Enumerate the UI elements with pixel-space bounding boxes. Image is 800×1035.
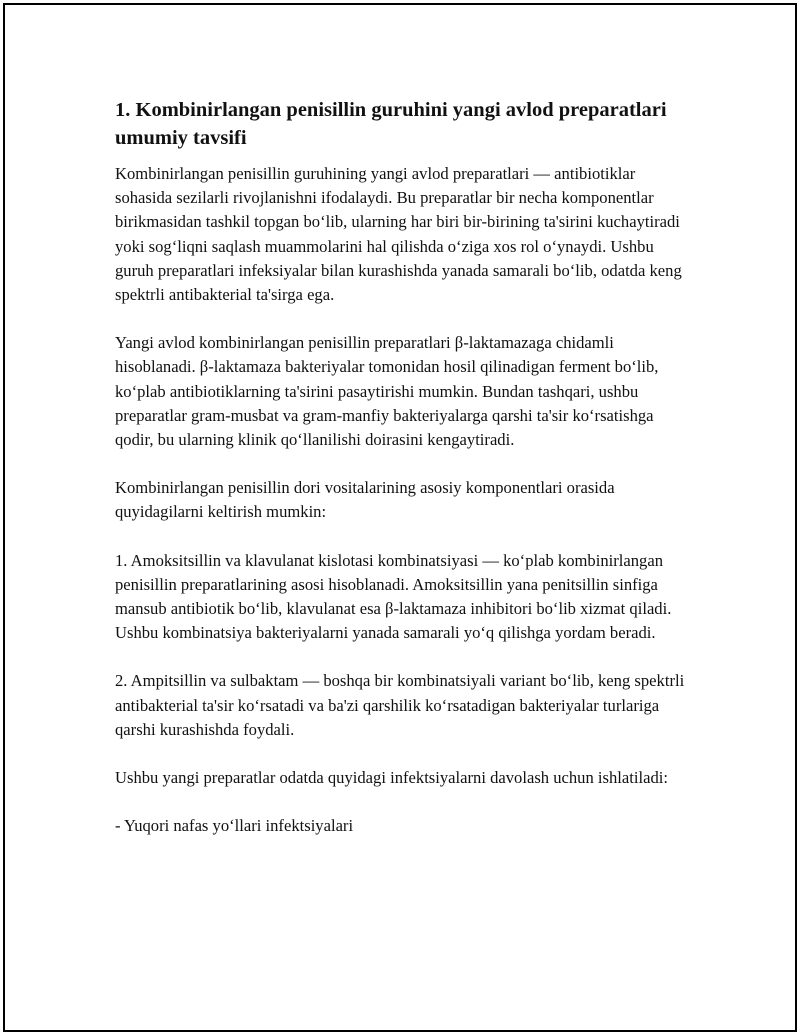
document-body — [115, 96, 695, 862]
list-item-amoxicillin: 1. Amoksitsillin va klavulanat kislotasi kombinatsiyasi — ko‘plab kombinirlangan penisillin preparatlarining asosi hisoblanadi. Amoksitsillin yana penitsillin sinfiga mansub antibiotik bo‘lib, klavulanat esa β-laktamaza inhibitori bo‘lib xizmat qiladi. Ushbu kombinatsiya bakteriyalarni yanada samarali yo‘q qilishga yordam beradi. — [115, 550, 672, 643]
list-item-ampicillin: 2. Ampitsillin va sulbaktam — boshqa bir kombinatsiyali variant bo‘lib, keng spektrli antibakterial ta'sir ko‘rsatadi va ba'zi qarshilik ko‘rsatadigan bakteriyalar turlariga qarshi kurashishda foydali. — [115, 671, 685, 739]
paragraph-intro: Kombinirlangan penisillin guruhining yangi avlod preparatlari — antibiotiklar sohasida sezilarli rivojlanishni ifodalaydi. Bu preparatlar bir necha komponentlar birikmasidan tashkil topgan bo‘lib, ularning har biri bir-birining ta'sirini kuchaytiradi yoki sog‘liqni saqlash muammolarini hal qilishda o‘ziga xos rol o‘ynaydi. Ushbu guruh preparatlari infeksiyalar bilan kurashishda yanada samarali bo‘lib, odatda keng spektrli antibakterial ta'sirga ega. — [115, 164, 682, 305]
paragraph-beta-lactamase: Yangi avlod kombinirlangan penisillin preparatlari β-laktamazaga chidamli hisoblanadi. β-laktamaza bakteriyalar tomonidan hosil qilinadigan ferment bo‘lib, ko‘plab antibiotiklarning ta'sirini pasaytirishi mumkin. Bundan tashqari, ushbu preparatlar gram-musbat va gram-manfiy bakteriyalarga qarshi ta'sir ko‘rsatishga qodir, bu ularning klinik qo‘llanilishi doirasini kengaytiradi. — [115, 333, 659, 450]
section-heading: 1. Kombinirlangan penisillin guruhini yangi avlod preparatlari umumiy tavsifi — [115, 99, 667, 149]
paragraph-components-intro: Kombinirlangan penisillin dori vositalarining asosiy komponentlari orasida quyidagilarni keltirish mumkin: — [115, 478, 615, 522]
bullet-item-respiratory: - Yuqori nafas yo‘llari infektsiyalari — [115, 816, 354, 836]
paragraph-usage-intro: Ushbu yangi preparatlar odatda quyidagi infektsiyalarni davolash uchun ishlatiladi: — [115, 768, 668, 788]
